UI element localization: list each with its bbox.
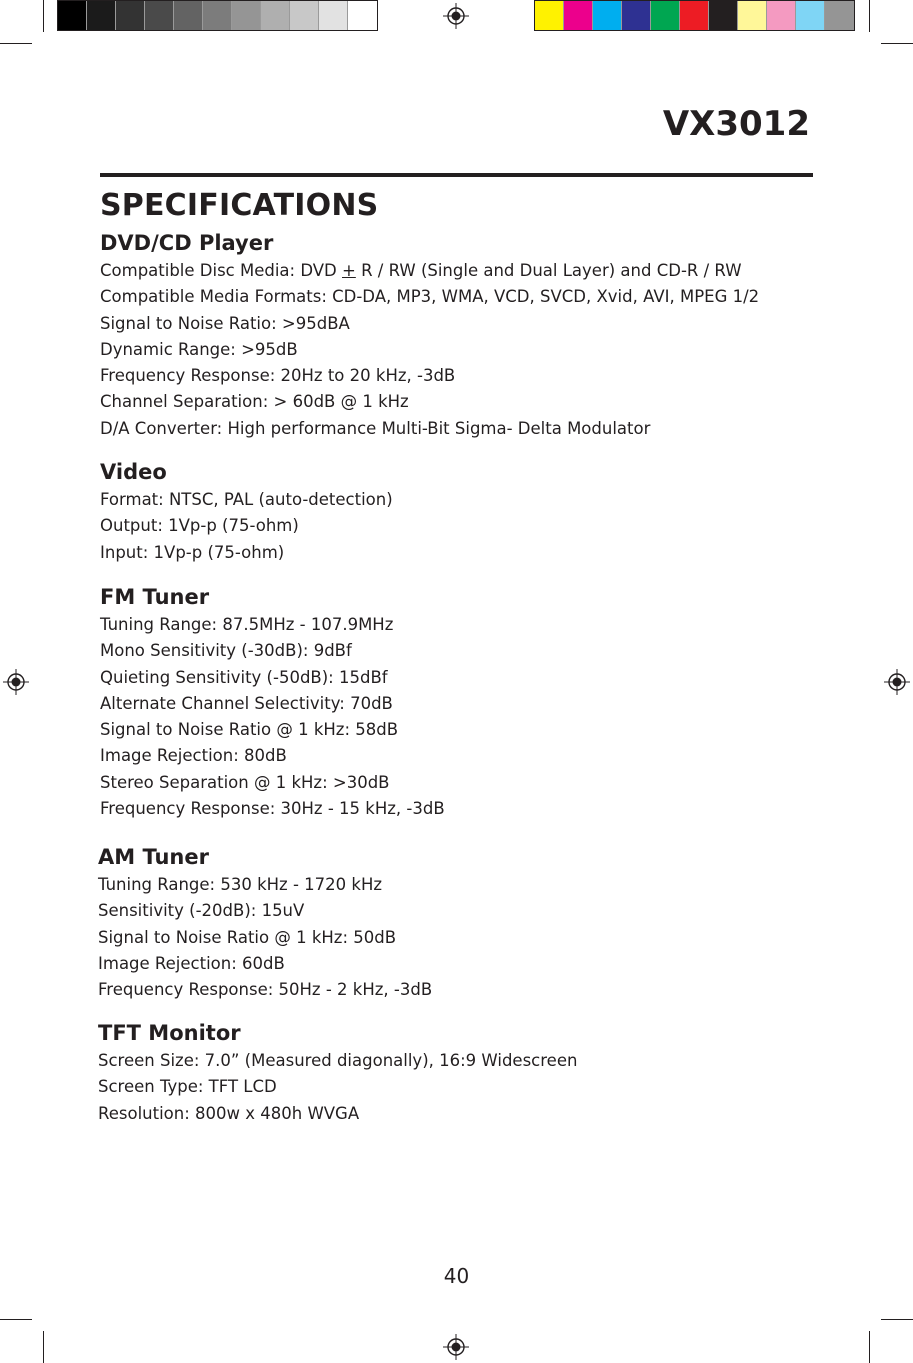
section-heading: DVD/CD Player <box>100 231 274 255</box>
gray-swatch <box>116 1 145 30</box>
color-swatch <box>796 1 825 30</box>
spec-line: D/A Converter: High performance Multi-Bit Sigma- Delta Modulator <box>100 418 651 438</box>
spec-line: Screen Size: 7.0” (Measured diagonally), 16:9 Widescreen <box>98 1051 578 1070</box>
gray-swatch <box>58 1 87 30</box>
section-heading: AM Tuner <box>98 845 209 869</box>
spec-text: Compatible Disc Media: DVD <box>100 261 342 280</box>
spec-line: Signal to Noise Ratio @ 1 kHz: 58dB <box>100 720 399 740</box>
spec-line: Image Rejection: 80dB <box>100 746 287 766</box>
registration-mark-icon <box>443 3 469 29</box>
crop-mark <box>0 1319 32 1320</box>
gray-swatch <box>203 1 232 30</box>
color-swatch <box>535 1 564 30</box>
spec-line: Alternate Channel Selectivity: 70dB <box>100 693 393 713</box>
spec-line: Stereo Separation @ 1 kHz: >30dB <box>100 772 390 792</box>
spec-line: Screen Type: TFT LCD <box>98 1077 277 1097</box>
spec-line: Compatible Media Formats: CD-DA, MP3, WMA, VCD, SVCD, Xvid, AVI, MPEG 1/2 <box>100 287 760 307</box>
spec-line: Format: NTSC, PAL (auto-detection) <box>100 490 393 509</box>
gray-swatch <box>290 1 319 30</box>
registration-mark-icon <box>3 669 29 695</box>
gray-swatch <box>261 1 290 30</box>
color-swatch-bar <box>534 0 855 31</box>
color-swatch <box>622 1 651 30</box>
crop-mark <box>0 43 32 44</box>
spec-line: Channel Separation: > 60dB @ 1 kHz <box>100 392 409 412</box>
section-am-tuner <box>98 843 432 1003</box>
section-fm-tuner <box>100 583 445 822</box>
spec-line: Resolution: 800w x 480h WVGA <box>98 1103 360 1123</box>
spec-line: Signal to Noise Ratio @ 1 kHz: 50dB <box>98 927 397 947</box>
color-swatch <box>651 1 680 30</box>
spec-line <box>100 258 759 284</box>
spec-line: Output: 1Vp-p (75-ohm) <box>100 516 299 536</box>
section-dvd-cd-player <box>100 229 759 442</box>
gray-swatch-bar <box>57 0 378 31</box>
spec-line: Mono Sensitivity (-30dB): 9dBf <box>100 641 352 661</box>
section-heading: TFT Monitor <box>98 1021 241 1045</box>
gray-swatch <box>87 1 116 30</box>
spec-line: Input: 1Vp-p (75-ohm) <box>100 542 285 562</box>
crop-mark <box>869 1331 870 1363</box>
page-title: SPECIFICATIONS <box>100 188 379 223</box>
crop-mark <box>43 1331 44 1363</box>
gray-swatch <box>348 1 377 30</box>
crop-mark <box>881 1319 913 1320</box>
registration-mark-icon <box>443 1334 469 1360</box>
crop-mark <box>43 0 44 32</box>
crop-mark <box>869 0 870 32</box>
section-heading: FM Tuner <box>100 585 210 609</box>
color-swatch <box>709 1 738 30</box>
model-number: VX3012 <box>662 104 810 144</box>
spec-line: Tuning Range: 530 kHz - 1720 kHz <box>98 875 383 894</box>
spec-line: Frequency Response: 30Hz - 15 kHz, -3dB <box>100 799 445 819</box>
gray-swatch <box>174 1 203 30</box>
section-video <box>100 458 393 566</box>
gray-swatch <box>319 1 348 30</box>
color-swatch <box>825 1 854 30</box>
gray-swatch <box>232 1 261 30</box>
spec-line: Sensitivity (-20dB): 15uV <box>98 901 305 921</box>
color-swatch <box>738 1 767 30</box>
section-heading: Video <box>100 460 167 484</box>
color-swatch <box>767 1 796 30</box>
spec-line: Tuning Range: 87.5MHz - 107.9MHz <box>100 615 394 634</box>
header-rule <box>100 173 813 177</box>
spec-text: R / RW (Single and Dual Layer) and CD-R / RW <box>355 261 742 280</box>
spec-line: Quieting Sensitivity (-50dB): 15dBf <box>100 667 388 687</box>
spec-line: Dynamic Range: >95dB <box>100 339 298 359</box>
page-number: 40 <box>443 1264 470 1288</box>
plus-minus-symbol: + <box>342 261 356 280</box>
color-swatch <box>564 1 593 30</box>
crop-mark <box>881 43 913 44</box>
spec-line: Frequency Response: 20Hz to 20 kHz, -3dB <box>100 366 456 386</box>
color-swatch <box>593 1 622 30</box>
gray-swatch <box>145 1 174 30</box>
section-tft-monitor <box>98 1019 577 1127</box>
registration-mark-icon <box>884 669 910 695</box>
spec-line: Frequency Response: 50Hz - 2 kHz, -3dB <box>98 980 433 1000</box>
spec-line: Signal to Noise Ratio: >95dBA <box>100 313 350 333</box>
color-swatch <box>680 1 709 30</box>
spec-line: Image Rejection: 60dB <box>98 953 285 973</box>
